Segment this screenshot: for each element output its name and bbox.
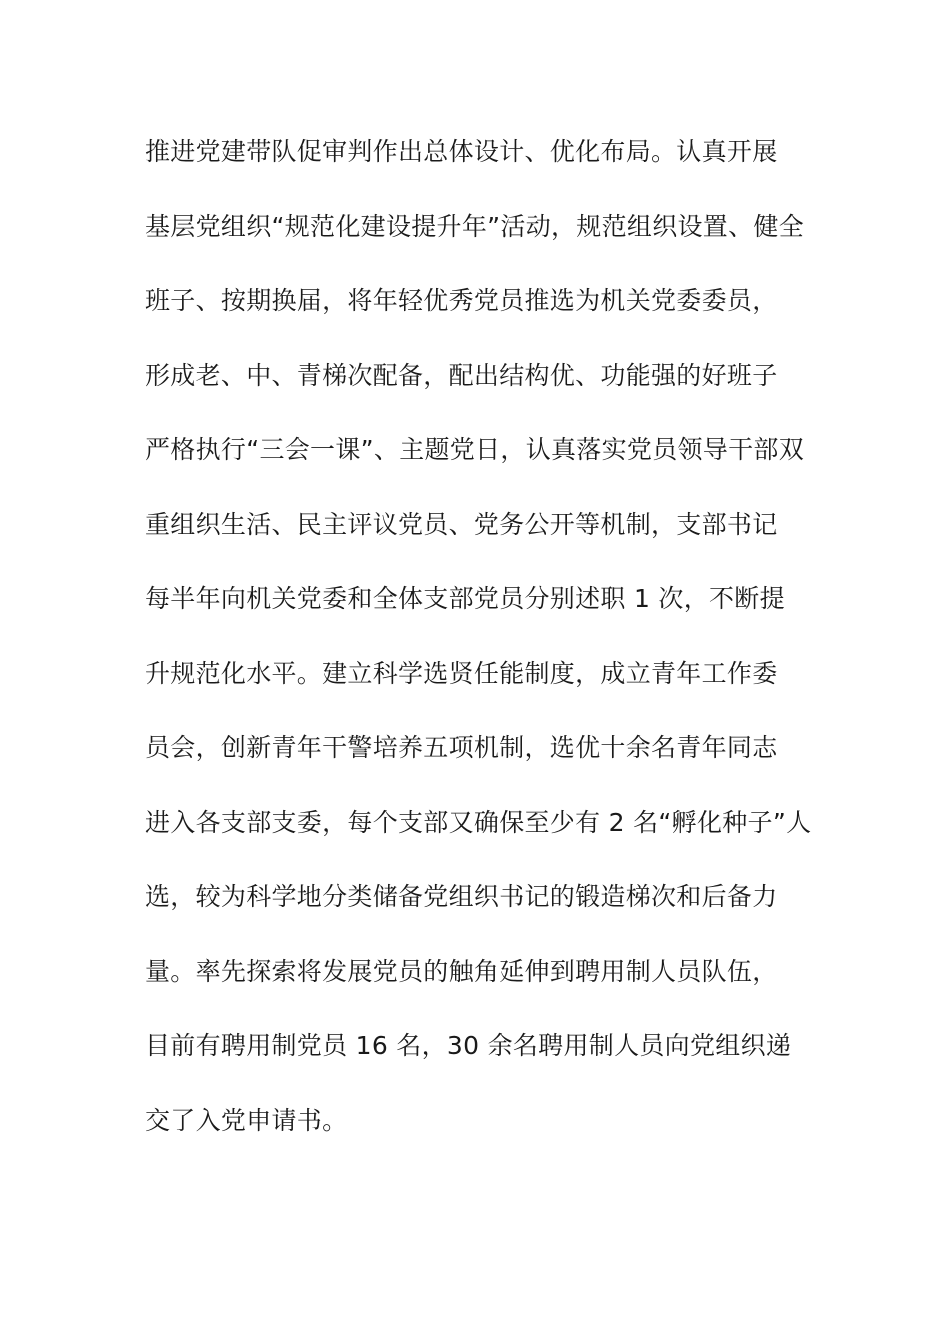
paragraph-line: 目前有聘用制党员 16 名，30 余名聘用制人员向党组织递 [145,1031,792,1060]
paragraph-line: 严格执行“三会一课”、主题党日，认真落实党员领导干部双 [145,435,805,464]
paragraph-line: 进入各支部支委，每个支部又确保至少有 2 名“孵化种子”人 [145,807,812,837]
paragraph-line: 选，较为科学地分类储备党组织书记的锻造梯次和后备力 [145,882,778,911]
paragraph-line: 员会，创新青年干警培养五项机制，选优十余名青年同志 [145,733,778,762]
paragraph-line: 交了入党申请书。 [145,1105,348,1135]
paragraph-line: 推进党建带队促审判作出总体设计、优化布局。认真开展 [145,137,778,166]
paragraph-line: 升规范化水平。建立科学选贤任能制度，成立青年工作委 [145,658,778,688]
body-paragraph [145,130,825,1173]
paragraph-line: 重组织生活、民主评议党员、党务公开等机制，支部书记 [145,509,778,539]
paragraph-line: 基层党组织“规范化建设提升年”活动，规范组织设置、健全 [145,211,805,241]
paragraph-line: 每半年向机关党委和全体支部党员分别述职 1 次，不断提 [145,584,785,613]
paragraph-line: 形成老、中、青梯次配备，配出结构优、功能强的好班子 [145,360,778,390]
paragraph-line: 班子、按期换届，将年轻优秀党员推选为机关党委委员， [145,286,778,315]
paragraph-line: 量。率先探索将发展党员的触角延伸到聘用制人员队伍， [145,956,778,986]
